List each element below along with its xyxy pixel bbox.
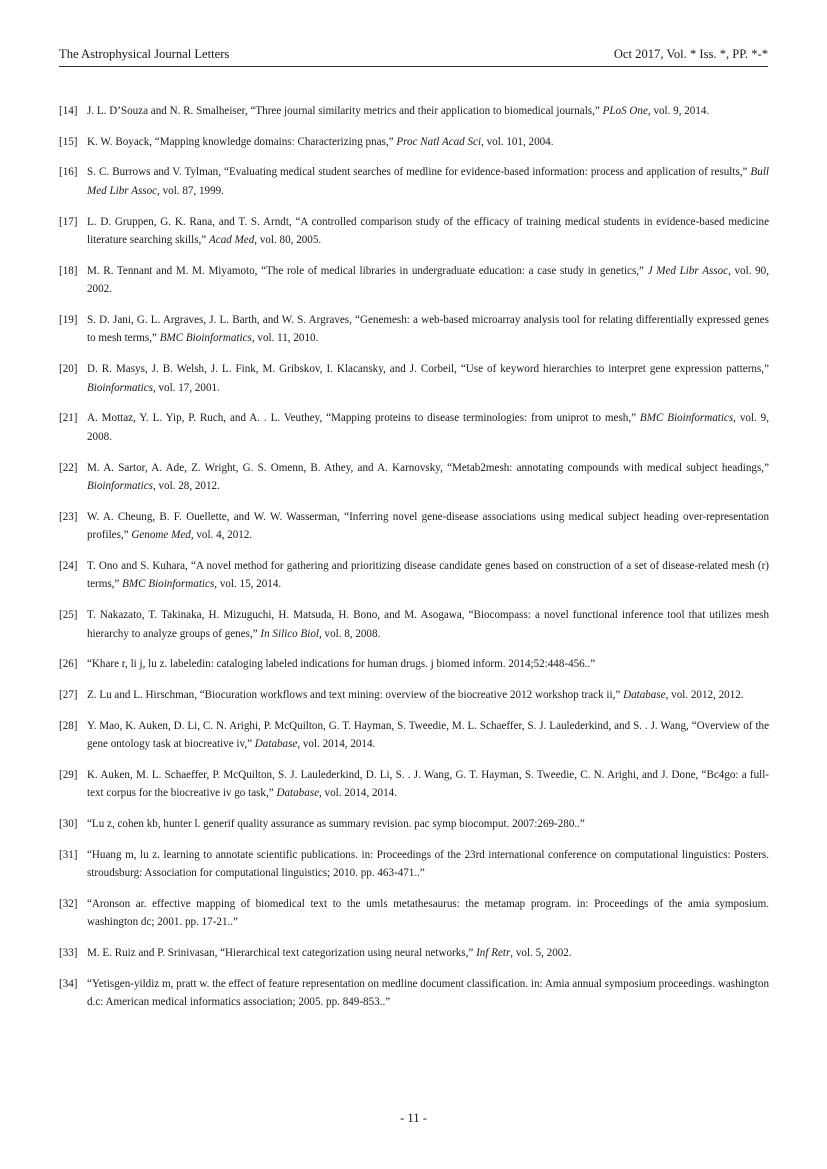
reference-number: [34] — [59, 977, 78, 990]
page-number: - 11 - — [400, 1111, 427, 1125]
reference-details: , vol. 17, 2001. — [152, 381, 220, 394]
reference-item — [59, 360, 769, 397]
reference-number: [14] — [59, 105, 78, 117]
reference-item — [59, 557, 769, 594]
reference-text: Z. Lu and L. Hirschman, “Biocuration workflows and text mining: overview of the biocreative 2012 workshop track ii,” — [87, 688, 624, 701]
reference-number: [24] — [59, 559, 78, 572]
reference-item — [59, 975, 769, 1012]
reference-number: [20] — [59, 363, 78, 376]
reference-item — [59, 133, 769, 152]
reference-details: , vol. 101, 2004. — [481, 135, 554, 148]
reference-details: , vol. 9, 2008. — [87, 412, 769, 443]
journal-name: The Astrophysical Journal Letters — [59, 47, 230, 61]
reference-text: K. Auken, M. L. Schaeffer, P. McQuilton, S. J. Laulederkind, D. Li, S. . J. Wang, G. T. Hayman, S. Tweedie, C. N. Arighi, and J. Done, “Bc4go: a full-text corpus for the biocreative iv go task,” — [87, 768, 769, 800]
reference-venue: Inf Retr — [476, 947, 511, 960]
reference-item — [59, 944, 769, 963]
reference-venue: BMC Bioinformatics — [639, 412, 734, 425]
reference-details: , vol. 11, 2010. — [251, 332, 319, 345]
reference-venue: Bull Med Libr Assoc — [87, 166, 769, 197]
reference-number: [27] — [59, 688, 78, 701]
reference-item — [59, 815, 769, 834]
reference-item — [59, 409, 769, 446]
reference-details: , vol. 2014, 2014. — [297, 738, 376, 751]
reference-number: [15] — [59, 135, 78, 148]
reference-text: W. A. Cheung, B. F. Ouellette, and W. W. Wasserman, “Inferring novel gene-disease associations using medical subject heading over-representation profiles,” — [87, 510, 769, 542]
reference-text: M. E. Ruiz and P. Srinivasan, “Hierarchical text categorization using neural networks,” — [87, 947, 477, 960]
reference-venue: Database — [623, 688, 666, 701]
reference-item — [59, 163, 769, 200]
reference-details: , vol. 2012, 2012. — [665, 688, 744, 701]
reference-number: [21] — [59, 412, 78, 425]
reference-text: J. L. D’Souza and N. R. Smalheiser, “Three journal similarity metrics and their application to biomedical journals,” — [87, 105, 603, 117]
reference-text: “Huang m, lu z. learning to annotate scientific publications. in: Proceedings of the 23rd international conference on computational linguistics: Posters. stroudsburg: Association for computational linguistics; 2010. pp. 463-471..” — [87, 848, 769, 880]
reference-details: , vol. 87, 1999. — [157, 184, 224, 197]
reference-item — [59, 895, 769, 932]
reference-venue: BMC Bioinformatics — [122, 578, 215, 591]
reference-item — [59, 606, 769, 643]
reference-item — [59, 846, 769, 883]
reference-item — [59, 766, 769, 803]
reference-number: [33] — [59, 947, 78, 960]
reference-item — [59, 213, 769, 250]
reference-text: T. Nakazato, T. Takinaka, H. Mizuguchi, H. Matsuda, H. Bono, and M. Asogawa, “Biocompass: a novel functional inference tool that utilizes mesh hierarchy to analyze groups of genes,” — [87, 609, 769, 640]
reference-text: “Khare r, li j, lu z. labeledin: cataloging labeled indications for human drugs. j biomed inform. 2014;52:448-456..” — [87, 658, 596, 671]
reference-venue: Genome Med — [131, 529, 191, 542]
reference-details: , vol. 15, 2014. — [214, 578, 282, 591]
reference-venue: Database — [276, 787, 319, 800]
reference-text: S. C. Burrows and V. Tylman, “Evaluating medical student searches of medline for evidence-based information: process and application of results,” — [87, 166, 751, 179]
reference-venue: Database — [254, 738, 298, 751]
running-header — [59, 46, 768, 67]
reference-item — [59, 262, 769, 299]
reference-number: [32] — [59, 897, 78, 910]
reference-number: [25] — [59, 609, 78, 622]
reference-text: “Lu z, cohen kb, hunter l. generif quality assurance as summary revision. pac symp biocomput. 2007:269-280..” — [87, 818, 585, 830]
reference-details: , vol. 8, 2008. — [318, 627, 381, 640]
reference-details: , vol. 4, 2012. — [190, 529, 253, 542]
reference-details: , vol. 9, 2014. — [647, 105, 710, 117]
reference-venue: BMC Bioinformatics — [159, 332, 252, 345]
reference-item — [59, 655, 769, 674]
reference-venue: Acad Med — [209, 234, 255, 247]
reference-venue: Bioinformatics — [87, 480, 153, 492]
reference-number: [31] — [59, 848, 78, 861]
reference-text: D. R. Masys, J. B. Welsh, J. L. Fink, M. Gribskov, I. Klacansky, and J. Corbeil, “Use of keyword hierarchies to interpret gene expression patterns,” — [87, 363, 769, 376]
reference-number: [19] — [59, 313, 78, 326]
reference-item — [59, 717, 769, 754]
reference-item — [59, 686, 769, 705]
reference-venue: PLoS One — [602, 105, 648, 117]
reference-text: “Yetisgen-yildiz m, pratt w. the effect of feature representation on medline document classification. in: Amia annual symposium proceedings. washington d.c: American medical informatics association; 2005. pp. 849-853..” — [87, 977, 769, 1009]
reference-text: L. D. Gruppen, G. K. Rana, and T. S. Arndt, “A controlled comparison study of the efficacy of training medical students in evidence-based medicine literature searching skills,” — [87, 215, 769, 247]
reference-number: [18] — [59, 264, 78, 277]
reference-venue: Proc Natl Acad Sci — [396, 135, 482, 148]
reference-number: [30] — [59, 818, 78, 830]
reference-list — [59, 102, 769, 1024]
reference-text: M. R. Tennant and M. M. Miyamoto, “The role of medical libraries in undergraduate education: a case study in genetics,” — [87, 264, 648, 277]
reference-item — [59, 459, 769, 496]
reference-number: [16] — [59, 166, 78, 179]
reference-text: Y. Mao, K. Auken, D. Li, C. N. Arighi, P. McQuilton, G. T. Hayman, S. Tweedie, M. L. Schaeffer, S. J. Laulederkind, and S. . J. Wang, “Overview of the gene ontology task at biocreative iv,” — [87, 719, 769, 751]
reference-details: , vol. 5, 2002. — [510, 947, 572, 960]
reference-details: , vol. 28, 2012. — [152, 480, 220, 492]
reference-number: [29] — [59, 768, 78, 781]
reference-text: A. Mottaz, Y. L. Yip, P. Ruch, and A. . L. Veuthey, “Mapping proteins to disease terminologies: from uniprot to mesh,” — [87, 412, 640, 425]
reference-text: K. W. Boyack, “Mapping knowledge domains: Characterizing pnas,” — [87, 135, 397, 148]
reference-venue: Bioinformatics — [87, 381, 153, 394]
reference-item — [59, 508, 769, 545]
reference-details: , vol. 2014, 2014. — [319, 787, 397, 800]
reference-item — [59, 102, 769, 121]
reference-venue: J Med Libr Assoc — [647, 264, 729, 277]
reference-item — [59, 311, 769, 348]
reference-text: M. A. Sartor, A. Ade, Z. Wright, G. S. Omenn, B. Athey, and A. Karnovsky, “Metab2mesh: annotating compounds with medical subject headings,” — [87, 461, 769, 474]
reference-text: “Aronson ar. effective mapping of biomedical text to the umls metathesaurus: the metamap program. in: Proceedings of the amia symposium. washington dc; 2001. pp. 17-21..” — [87, 897, 769, 929]
reference-number: [26] — [59, 658, 78, 671]
reference-text: T. Ono and S. Kuhara, “A novel method for gathering and prioritizing disease candidate genes based on construction of a set of disease-related mesh (r) terms,” — [87, 559, 769, 591]
reference-details: , vol. 80, 2005. — [254, 234, 322, 247]
reference-number: [17] — [59, 215, 78, 228]
reference-number: [22] — [59, 461, 78, 474]
reference-details: , vol. 90, 2002. — [87, 264, 769, 296]
reference-number: [23] — [59, 510, 78, 523]
reference-venue: In Silico Biol — [260, 627, 319, 640]
issue-info: Oct 2017, Vol. * Iss. *, PP. *-* — [613, 47, 768, 61]
reference-number: [28] — [59, 719, 78, 732]
reference-text: S. D. Jani, G. L. Argraves, J. L. Barth, and W. S. Argraves, “Genemesh: a web-based microarray analysis tool for relating differentially expressed genes to mesh terms,” — [87, 313, 769, 345]
